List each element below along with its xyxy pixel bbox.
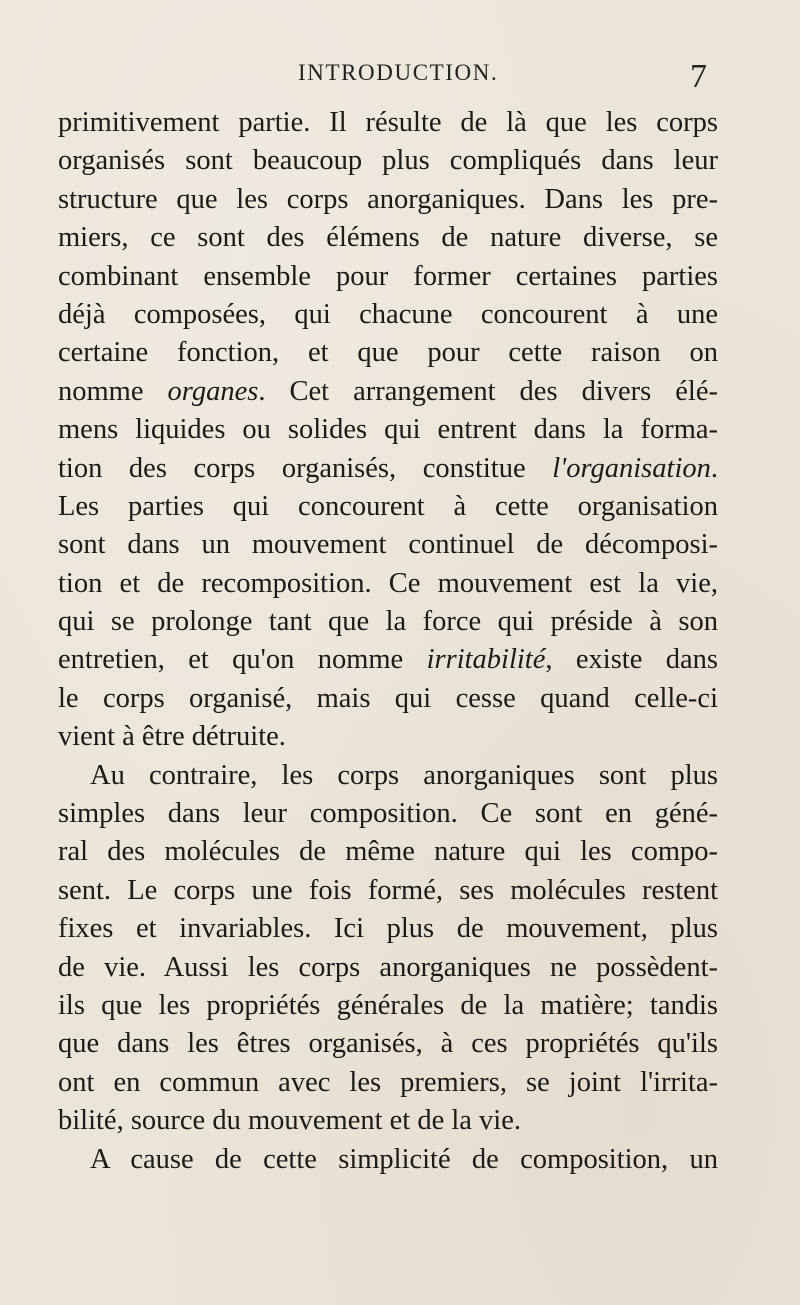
text-line: simples dans leur composition. Ce sont en géné- (58, 798, 718, 830)
text-line: miers, ce sont des élémens de nature diverse, se (58, 222, 718, 254)
text-line: sent. Le corps une fois formé, ses molécules restent (58, 874, 718, 906)
text-line: combinant ensemble pour former certaines parties (58, 260, 718, 292)
text-line: le corps organisé, mais qui cesse quand celle-ci (58, 682, 718, 714)
text-line: tion des corps organisés, constitue l'organisation. (58, 452, 718, 484)
body-text (58, 104, 718, 1179)
text-line: structure que les corps anorganiques. Dans les pre- (58, 183, 718, 215)
text-line: nomme organes. Cet arrangement des divers élé- (58, 375, 718, 407)
text-line: fixes et invariables. Ici plus de mouvement, plus (58, 913, 718, 945)
text-line: tion et de recomposition. Ce mouvement est la vie, (58, 567, 718, 599)
text-line: ont en commun avec les premiers, se joint l'irrita- (58, 1066, 718, 1098)
text-line: A cause de cette simplicité de composition, un (90, 1143, 718, 1175)
page-number: 7 (690, 58, 707, 95)
text-line: primitivement partie. Il résulte de là que les corps (58, 107, 718, 138)
text-line: entretien, et qu'on nomme irritabilité, existe dans (58, 644, 718, 676)
text-line: Au contraire, les corps anorganiques sont plus (90, 759, 718, 791)
text-line: qui se prolonge tant que la force qui préside à son (58, 606, 718, 638)
text-line: organisés sont beaucoup plus compliqués dans leur (58, 145, 718, 177)
running-head-title: INTRODUCTION. (298, 60, 499, 85)
text-line: de vie. Aussi les corps anorganiques ne possèdent- (58, 951, 718, 983)
text-line: ils que les propriétés générales de la matière; tandis (58, 989, 718, 1021)
italic-term: irritabilité (426, 644, 546, 676)
text-line: déjà composées, qui chacune concourent à une (58, 298, 718, 330)
italic-term: organes (167, 375, 259, 407)
text-line: sont dans un mouvement continuel de décomposi- (58, 529, 718, 561)
text-line: certaine fonction, et que pour cette raison on (58, 337, 718, 369)
italic-term: l'organisation (552, 452, 711, 484)
text-line: bilité, source du mouvement et de la vie. (58, 1105, 521, 1137)
running-head (0, 58, 800, 98)
text-line: que dans les êtres organisés, à ces propriétés qu'ils (58, 1028, 718, 1060)
text-line: vient à être détruite. (58, 721, 286, 753)
text-line: mens liquides ou solides qui entrent dans la forma- (58, 414, 718, 446)
text-line: ral des molécules de même nature qui les compo- (58, 836, 718, 868)
text-line: Les parties qui concourent à cette organisation (58, 490, 718, 522)
